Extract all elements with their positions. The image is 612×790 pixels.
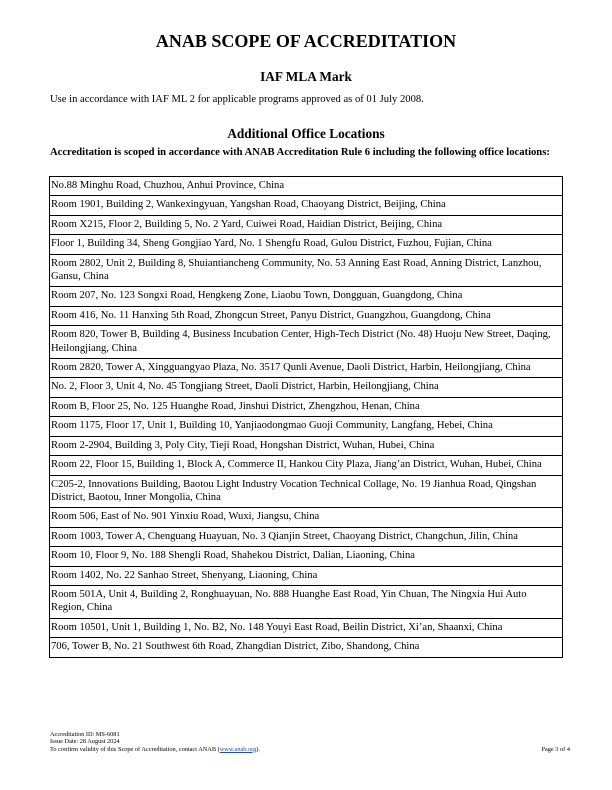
table-row	[50, 638, 563, 657]
table-row	[50, 475, 563, 508]
validity-line	[50, 746, 570, 753]
scope-note: Accreditation is scoped in accordance with ANAB Accreditation Rule 6 including the following office locations:	[50, 147, 550, 158]
issue-date: Issue Date: 28 August 2024	[50, 738, 120, 746]
section-heading: Additional Office Locations	[227, 126, 385, 141]
table-row	[50, 547, 563, 566]
table-row	[50, 585, 563, 618]
table-row	[50, 508, 563, 527]
table-row	[50, 196, 563, 215]
location-cell: Room 501A, Unit 4, Building 2, Ronghuayuan, No. 888 Huanghe East Road, Yin Chuan, The Ningxia Hui Auto Region, China	[50, 585, 563, 618]
table-row	[50, 378, 563, 397]
location-cell: Room 22, Floor 15, Building 1, Block A, Commerce II, Hankou City Plaza, Jiang’an District, Wuhan, Hubei, China	[50, 456, 563, 475]
location-cell: 706, Tower B, No. 21 Southwest 6th Road, Zhangdian District, Zibo, Shandong, China	[50, 638, 563, 657]
page-number: Page 3 of 4	[541, 745, 570, 753]
table-row	[50, 456, 563, 475]
accreditation-id: Accreditation ID: MS-6081	[50, 731, 120, 738]
location-cell: Room 10501, Unit 1, Building 1, No. B2, No. 148 Youyi East Road, Beilin District, Xi’an, Shaanxi, China	[50, 618, 563, 637]
table-row	[50, 397, 563, 416]
location-cell: Floor 1, Building 34, Sheng Gongjiao Yard, No. 1 Shengfu Road, Gulou District, Fuzhou, Fujian, China	[50, 235, 563, 254]
table-row	[50, 287, 563, 306]
location-cell: Room 2802, Unit 2, Building 8, Shuiantiancheng Community, No. 53 Anning East Road, Anning District, Lanzhou, Gansu, China	[50, 254, 563, 287]
table-row	[50, 436, 563, 455]
location-cell: Room 2-2904, Building 3, Poly City, Tieji Road, Hongshan District, Wuhan, Hubei, China	[50, 436, 563, 455]
location-cell: No. 2, Floor 3, Unit 4, No. 45 Tongjiang Street, Daoli District, Harbin, Heilongjiang, China	[50, 378, 563, 397]
table-row	[50, 326, 563, 359]
intro-text: Use in accordance with IAF ML 2 for applicable programs approved as of 01 July 2008.	[50, 94, 424, 105]
location-cell: Room 1901, Building 2, Wankexingyuan, Yangshan Road, Chaoyang District, Beijing, China	[50, 196, 563, 215]
table-row	[50, 618, 563, 637]
table-row	[50, 254, 563, 287]
location-cell: Room 416, No. 11 Hanxing 5th Road, Zhongcun Street, Panyu District, Guangzhou, Guangdong, China	[50, 306, 563, 325]
location-cell: Room 1402, No. 22 Sanhao Street, Shenyang, Liaoning, China	[50, 566, 563, 585]
validity-prefix: To confirm validity of this Scope of Accreditation, contact ANAB (	[50, 745, 220, 753]
location-cell: Room 820, Tower B, Building 4, Business Incubation Center, High-Tech District (No. 48) Huoju New Street, Daqing, Heilongjiang, China	[50, 326, 563, 359]
table-row	[50, 566, 563, 585]
footer	[50, 731, 570, 753]
table-row	[50, 359, 563, 378]
table-row	[50, 306, 563, 325]
location-cell: C205-2, Innovations Building, Baotou Light Industry Vocation Technical Collage, No. 19 Jianhua Road, Qingshan District, Baotou, Inner Mongolia, China	[50, 475, 563, 508]
location-cell: Room 506, East of No. 901 Yinxiu Road, Wuxi, Jiangsu, China	[50, 508, 563, 527]
location-cell: Room 207, No. 123 Songxi Road, Hengkeng Zone, Liaobu Town, Dongguan, Guangdong, China	[50, 287, 563, 306]
subtitle: IAF MLA Mark	[260, 69, 352, 84]
table-row	[50, 215, 563, 234]
location-cell: Room X215, Floor 2, Building 5, No. 2 Yard, Cuiwei Road, Haidian District, Beijing, China	[50, 215, 563, 234]
location-cell: Room 10, Floor 9, No. 188 Shengli Road, Shahekou District, Dalian, Liaoning, China	[50, 547, 563, 566]
location-cell: Room 2820, Tower A, Xingguangyao Plaza, No. 3517 Qunli Avenue, Daoli District, Harbin, Heilongjiang, China	[50, 359, 563, 378]
table-row	[50, 235, 563, 254]
table-row	[50, 417, 563, 436]
page-title: ANAB SCOPE OF ACCREDITATION	[155, 31, 457, 51]
location-cell: Room 1003, Tower A, Chenguang Huayuan, No. 3 Qianjin Street, Chaoyang District, Changchun, Jilin, China	[50, 527, 563, 546]
validity-suffix: ).	[256, 745, 260, 753]
table-row	[50, 177, 563, 196]
location-cell: Room B, Floor 25, No. 125 Huanghe Road, Jinshui District, Zhengzhou, Henan, China	[50, 397, 563, 416]
locations-table	[49, 176, 563, 658]
anab-link[interactable]: www.anab.org	[219, 745, 257, 753]
table-row	[50, 527, 563, 546]
location-cell: Room 1175, Floor 17, Unit 1, Building 10, Yanjiaodongmao Guoji Community, Langfang, Hebei, China	[50, 417, 563, 436]
location-cell: No.88 Minghu Road, Chuzhou, Anhui Province, China	[50, 177, 563, 196]
